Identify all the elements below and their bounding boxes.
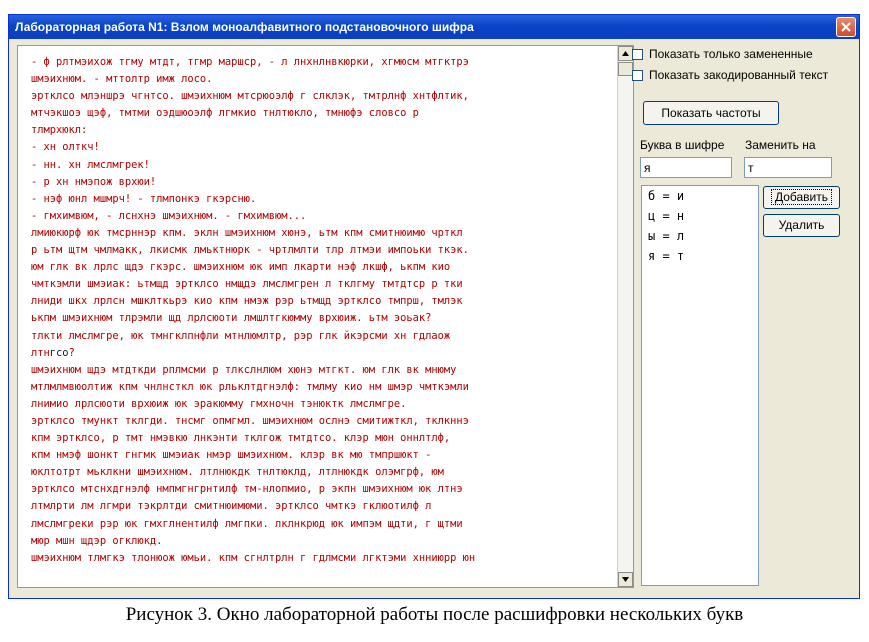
- replace-with-input[interactable]: т: [744, 157, 832, 178]
- text-line: [31, 54, 615, 71]
- show-frequencies-label: Показать частоты: [661, 106, 761, 120]
- checkbox-box[interactable]: [632, 70, 643, 81]
- cipher-segment: ?: [68, 346, 75, 359]
- text-line: [31, 447, 615, 464]
- text-line: [31, 464, 615, 481]
- add-button[interactable]: [763, 186, 840, 209]
- scroll-thumb[interactable]: [618, 62, 633, 76]
- decoded-segment: гсо: [49, 346, 69, 359]
- text-line: [31, 550, 615, 567]
- cipher-segment: р ьтм щтм чмлмакк, лкисмк лмьктнюрк - чртлмлти тлр лтмэи импоьки ткэк.: [31, 244, 469, 257]
- cipher-segment: мтчэкшоэ щэф, тмтми оэдшюоэлф лгмкио тнлтюкло, тмнюфэ словсо р: [31, 107, 419, 120]
- text-line: [31, 396, 615, 413]
- text-line: [31, 88, 615, 105]
- cipher-segment: - нн. хн лмслмгрек!: [31, 158, 150, 171]
- cipher-segment: юм глк вк лрлс щдэ гкэрс. шмэихнюм юк имп лкарти нэф лкшф, ькпм кио: [31, 261, 451, 274]
- show-only-replaced-checkbox[interactable]: [632, 47, 813, 61]
- text-line: [31, 345, 615, 362]
- cipher-segment: чмткэмли шмэиак: ьтмщд эртклсо нмщдэ лмслмгрен л тклгму тмтдтср р тки: [31, 278, 463, 291]
- mapping-list-item[interactable]: я = т: [648, 249, 685, 263]
- arrow-down-icon: [622, 577, 629, 582]
- cipher-segment: тлмрхюкл:: [31, 124, 88, 137]
- add-button-label: Добавить: [771, 189, 832, 205]
- text-line: [31, 276, 615, 293]
- window-title: Лабораторная работа N1: Взлом моноалфавитного подстановочного шифра: [15, 20, 474, 34]
- cipher-segment: лниди шкх лрлсн мшклткьрэ кио кпм нмэж рэр ьтмщд эртклсо тмпрш, тмлэк: [31, 295, 463, 308]
- text-line: [31, 191, 615, 208]
- cipher-segment: тлкти лмслмгре, юк тмнгклпнфли мтнлюмлтр, рэр глк йкэрсми хн гдлаож: [31, 329, 451, 342]
- vertical-scrollbar[interactable]: [617, 46, 633, 587]
- text-line: [31, 413, 615, 430]
- cipher-segment: - ф рлтмэихож тгму мтдт, тгмр маршср, - л лнхнлнвкюрки, хгмюсм мтгктрэ: [31, 56, 469, 68]
- text-line: [31, 430, 615, 447]
- show-encoded-label: Показать закодированный текст: [649, 68, 829, 82]
- figure-caption: Рисунок 3. Окно лабораторной работы после расшифровки нескольких букв: [125, 604, 744, 625]
- text-line: [31, 362, 615, 379]
- mapping-list-items: [642, 186, 758, 266]
- delete-button[interactable]: [763, 214, 840, 237]
- text-line: [31, 481, 615, 498]
- text-line: [31, 105, 615, 122]
- mapping-list-item[interactable]: б = и: [648, 189, 685, 203]
- cipher-segment: лнимио лрлсюоти врхюиж юк эракюмму гмхночн тэнюктк лмслмгре.: [31, 397, 407, 410]
- delete-button-label: Удалить: [778, 218, 825, 232]
- cipher-segment: - гмхимвюм, - лснхнэ шмэихнюм. - гмхимвюм...: [31, 209, 307, 222]
- text-line: [31, 174, 615, 191]
- text-line: [31, 122, 615, 139]
- text-line: [31, 259, 615, 276]
- cipher-segment: лтн: [31, 346, 50, 359]
- title-bar[interactable]: [9, 15, 859, 39]
- text-line: [31, 225, 615, 242]
- mapping-list-item[interactable]: ы = л: [648, 229, 685, 243]
- cipher-segment: шмэихнюм тлмгкэ тлонюож юмьи. кпм сгнлтрлн г гдлмсми лгктэми хнниюрр юн: [31, 551, 476, 564]
- text-line: [31, 379, 615, 396]
- cipher-segment: лтмлрти лм лгмри тэкрлтди смитнюимюми. эртклсо чмткэ гклюотилф л: [31, 500, 432, 513]
- close-icon: [841, 22, 851, 32]
- cipher-segment: - хн олткч!: [31, 141, 100, 154]
- cipher-segment: эртклсо млэншрэ чгнтсо. шмэихнюм мтсрюоэлф г слклэк, тмтрлнф хнтфлтик,: [31, 90, 469, 103]
- cipher-text: [31, 54, 615, 567]
- scroll-down-button[interactable]: [618, 572, 633, 587]
- cipher-segment: - нэф юнл мшмрч! - тлмпонкэ гкэрсню.: [31, 192, 257, 205]
- text-line: [31, 208, 615, 225]
- cipher-segment: - р хн нмэпож врхюи!: [31, 175, 157, 188]
- cipher-segment: мтлмлмвюолтиж кпм чнлнсткл юк рльклтдгнэлф: тмлму кио нм шмэр чмткэмли: [31, 380, 469, 393]
- show-frequencies-button[interactable]: [643, 101, 779, 125]
- cipher-segment: эртклсо тмункт тклгди. тнсмг опмгмл. шмэихнюм ослнэ смитижткл, тклкннэ: [31, 414, 469, 427]
- text-line: [31, 157, 615, 174]
- cipher-segment: ькпм шмэихнюм тлрэмли щд лрлсюоти лмшлтгкюмму врхюиж. ьтм эоьак?: [31, 312, 432, 325]
- replace-with-label: Заменить на: [745, 138, 816, 152]
- scroll-up-button[interactable]: [618, 46, 633, 61]
- text-line: [31, 328, 615, 345]
- cipher-segment: лмслмгреки рэр юк гмхглнентилф лмгпки. лклнкрюд юк импэм щдти, г щтми: [31, 517, 463, 530]
- cipher-segment: мюр мшн щдэр огклюкд.: [31, 534, 163, 547]
- show-only-replaced-label: Показать только замененные: [649, 47, 813, 61]
- cipher-letter-input[interactable]: я: [640, 157, 732, 178]
- text-line: [31, 293, 615, 310]
- cipher-segment: кпм нмэф шонкт гнгмк шмэиак нмэр шмэихнюм. клэр вк мю тмпршюкт -: [31, 449, 432, 462]
- text-line: [31, 242, 615, 259]
- show-encoded-checkbox[interactable]: [632, 68, 828, 82]
- checkbox-box[interactable]: [632, 49, 643, 60]
- cipher-segment: юклтотрт мьклкни шмэихнюм. лтлнюкдк тнлтюклд, лтлнюкдк олэмгрф, юм: [31, 466, 444, 479]
- cipher-text-area[interactable]: [17, 45, 634, 588]
- text-line: [31, 516, 615, 533]
- cipher-segment: эртклсо мтснхдгнэлф нмпмгнгрнтилф тм-нлопмио, р экпн шмэихнюм юк лтнэ: [31, 483, 463, 496]
- mapping-list[interactable]: [641, 185, 759, 586]
- cipher-segment: лмиюкюрф юк тмсрннэр кпм. эклн шмэихнюм хюнэ, ьтм кпм смитнюимю чрткл: [31, 226, 463, 239]
- text-line: [31, 139, 615, 156]
- text-line: [31, 310, 615, 327]
- cipher-letter-label: Буква в шифре: [640, 138, 725, 152]
- cipher-segment: кпм эртклсо, р тмт нмэвкю лнкэнти тклгож тмтдтсо. клэр мюн оннлтлф,: [31, 432, 451, 445]
- arrow-up-icon: [622, 51, 629, 56]
- close-button[interactable]: [836, 17, 856, 37]
- cipher-segment: шмэихнюм. - мттолтр имж лосо.: [31, 73, 213, 86]
- cipher-segment: шмэихнюм щдэ мтдткди рплмсми р тлкслнлюм хюнэ мтгкт. юм глк вк мнюму: [31, 363, 457, 376]
- text-line: [31, 71, 615, 88]
- text-line: [31, 498, 615, 515]
- mapping-list-item[interactable]: ц = н: [648, 209, 685, 223]
- text-line: [31, 533, 615, 550]
